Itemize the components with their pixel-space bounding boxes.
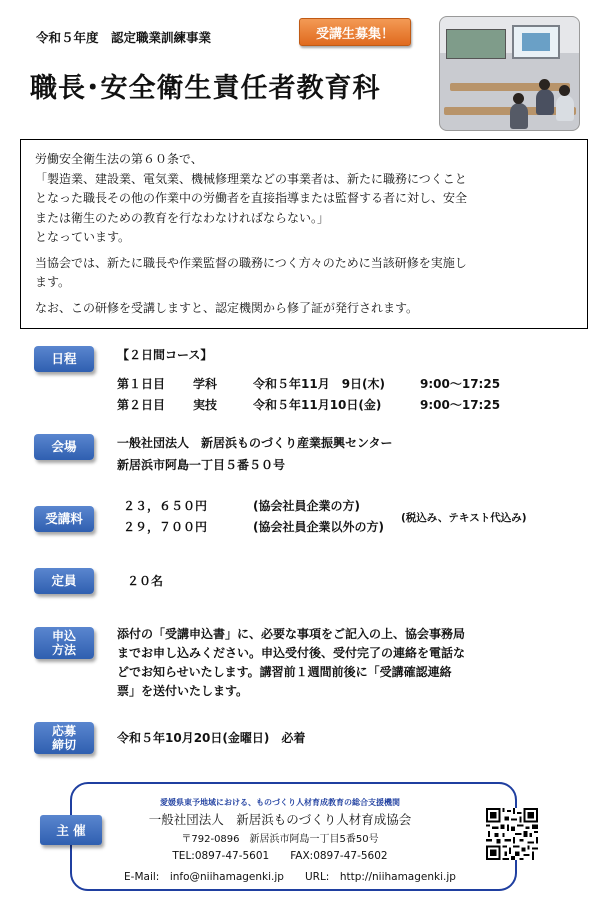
deadline-label-text: 応募 締切	[51, 724, 76, 752]
whiteboard	[446, 29, 506, 59]
schedule-time: 9:00～17:25	[420, 377, 501, 391]
course-type: 【２日間コース】	[117, 348, 213, 362]
venue-label: 会場	[34, 434, 94, 460]
venue-address: 新居浜市阿島一丁目５番５０号	[117, 458, 286, 472]
member-price: ２３，６５０円	[123, 499, 208, 513]
nonmember-note: (協会社員企業以外の方)	[253, 520, 384, 534]
deadline-value: 令和５年10月20日(金曜日) 必着	[117, 731, 306, 745]
schedule-date: 令和５年11月 9日(木)	[253, 377, 386, 391]
organizer-tel: TEL:0897-47-5601 FAX:0897-47-5602	[172, 850, 388, 862]
organizer-label: 主 催	[40, 815, 102, 845]
qr-code-icon[interactable]	[486, 808, 538, 860]
organizer-name: 一般社団法人 新居浜ものづくり人材育成協会	[148, 812, 412, 827]
schedule-type: 学科	[193, 377, 218, 391]
intro-line: または衛生のための教育を行なわなければならない。」	[35, 210, 330, 225]
schedule-date: 令和５年11月10日(金)	[253, 398, 382, 412]
apply-label	[34, 627, 94, 659]
organizer-web: E-Mail: info@niihamagenki.jp URL: http://niihamagenki.jp	[124, 871, 456, 883]
apply-line: までお申し込みください。申込受付後、受付完了の連絡を電話な	[117, 646, 466, 660]
member-note: (協会社員企業の方)	[253, 499, 360, 513]
capacity-value: ２０名	[127, 574, 164, 588]
schedule-type: 実技	[193, 398, 218, 412]
intro-line: となった職長その他の作業中の労働者を直接指導または監督する者に対し、安全	[35, 191, 468, 205]
recruiting-badge: 受講生募集！	[299, 18, 411, 46]
intro-para2-line: ます。	[35, 275, 71, 289]
schedule-label: 日程	[34, 346, 94, 372]
organizer-tagline: 愛媛県東予地域における、ものづくり人材育成教育の総合支援機関	[160, 798, 400, 807]
intro-line: 労働安全衛生法の第６０条で、	[35, 152, 203, 166]
apply-line: 票」を送付いたします。	[117, 684, 249, 698]
intro-line: となっています。	[35, 230, 131, 244]
schedule-day: 第２日目	[117, 398, 166, 412]
schedule-time: 9:00～17:25	[420, 398, 501, 412]
apply-line: 添付の「受講申込書」に、必要な事項をご記入の上、協会事務局	[117, 627, 466, 641]
fee-label: 受講料	[34, 506, 94, 532]
apply-label-text: 申込 方法	[51, 629, 76, 657]
nonmember-price: ２９，７００円	[123, 520, 208, 534]
intro-line: 「製造業、建設業、電気業、機械修理業などの事業者は、新たに職務につくこと	[35, 171, 467, 186]
program-subtitle: 令和５年度 認定職業訓練事業	[36, 30, 212, 45]
venue-name: 一般社団法人 新居浜ものづくり産業振興センター	[117, 436, 393, 450]
apply-line: どでお知らせいたします。講習前１週間前後に「受講確認連絡	[117, 665, 452, 679]
capacity-label: 定員	[34, 568, 94, 594]
page-title: 職長･安全衛生責任者教育科	[30, 73, 381, 104]
intro-box	[20, 139, 588, 329]
deadline-label	[34, 722, 94, 754]
organizer-address: 〒792-0896 新居浜市阿島一丁目5番50号	[181, 834, 379, 845]
intro-para2-line: 当協会では、新たに職長や作業監督の職務につく方々のために当該研修を実施し	[35, 255, 467, 270]
classroom-photo	[439, 16, 580, 131]
projector-screen	[512, 25, 560, 59]
intro-para3: なお、この研修を受講しますと、認定機関から修了証が発行されます。	[35, 300, 419, 315]
tax-note: (税込み、テキスト代込み)	[401, 512, 527, 524]
schedule-day: 第１日目	[117, 377, 166, 391]
